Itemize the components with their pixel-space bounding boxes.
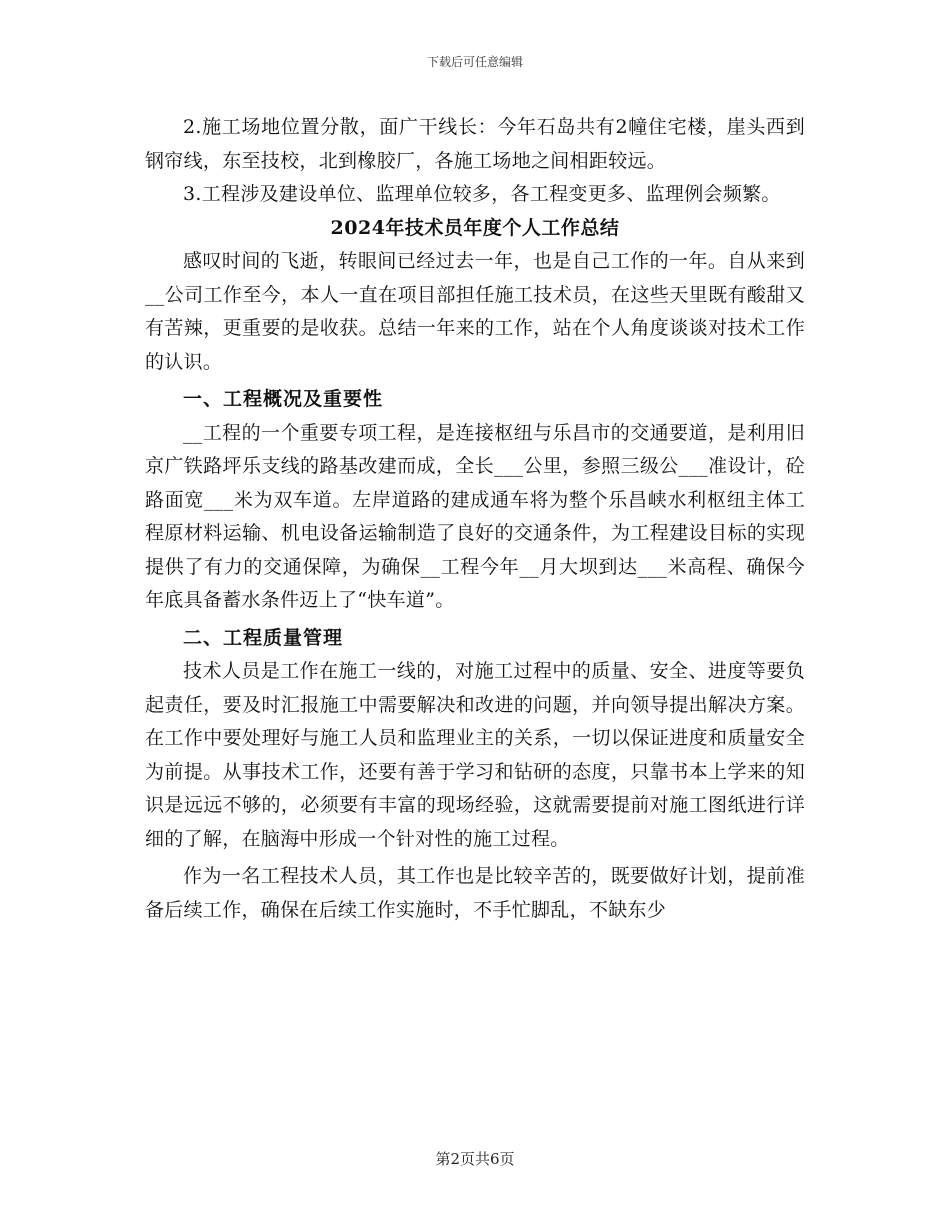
overview-paragraph: __工程的一个重要专项工程，是连接枢纽与乐昌市的交通要道，是利用旧京广铁路坪乐支线的路基改建而成，全长___公里，参照三级公___准设计，砼路面宽___米为双车道。左岸道路的建成通车将为整个乐昌峡水利枢纽主体工程原材料运输、机电设备运输制造了良好的交通条件，为工程建设目标的实现提供了有力的交通保障，为确保__工程今年__月大坝到达___米高程、确保今年底具备蓄水条件迈上了“快车道”。 xyxy=(145,421,805,611)
document-body xyxy=(145,111,805,927)
section-heading-overview: 一、工程概况及重要性 xyxy=(183,388,384,410)
intro-paragraph: 感叹时间的飞逝，转眼间已经过去一年，也是自己工作的一年。自从来到__公司工作至今，本人一直在项目部担任施工技术员，在这些天里既有酸甜又有苦辣，更重要的是收获。总结一年来的工作，站在个人角度谈谈对技术工作的认识。 xyxy=(145,250,805,373)
paragraph-item-3: 3.工程涉及建设单位、监理单位较多，各工程变更多、监理例会频繁。 xyxy=(183,183,781,205)
document-title: 2024年技术员年度个人工作总结 xyxy=(330,216,620,239)
header-note: 下载后可任意编辑 xyxy=(426,55,523,69)
quality-paragraph-2: 作为一名工程技术人员，其工作也是比较辛苦的，既要做好计划，提前准备后续工作，确保在后续工作实施时，不手忙脚乱，不缺东少 xyxy=(145,865,805,921)
paragraph-item-2: 2.施工场地位置分散，面广干线长：今年石岛共有2幢住宅楼，崖头西到钢帘线，东至技校，北到橡胶厂，各施工场地之间相距较远。 xyxy=(145,116,805,172)
section-heading-quality: 二、工程质量管理 xyxy=(183,626,344,649)
page-number: 第2页共6页 xyxy=(435,1150,515,1168)
quality-paragraph-1: 技术人员是工作在施工一线的，对施工过程中的质量、安全、进度等要负起责任，要及时汇报施工中需要解决和改进的问题，并向领导提出解决方案。在工作中要处理好与施工人员和监理业主的关系，一切以保证进度和质量安全为前提。从事技术工作，还要有善于学习和钻研的态度，只靠书本上学来的知识是远远不够的，必须要有丰富的现场经验，这就需要提前对施工图纸进行详细的了解，在脑海中形成一个针对性的施工过程。 xyxy=(145,660,805,850)
